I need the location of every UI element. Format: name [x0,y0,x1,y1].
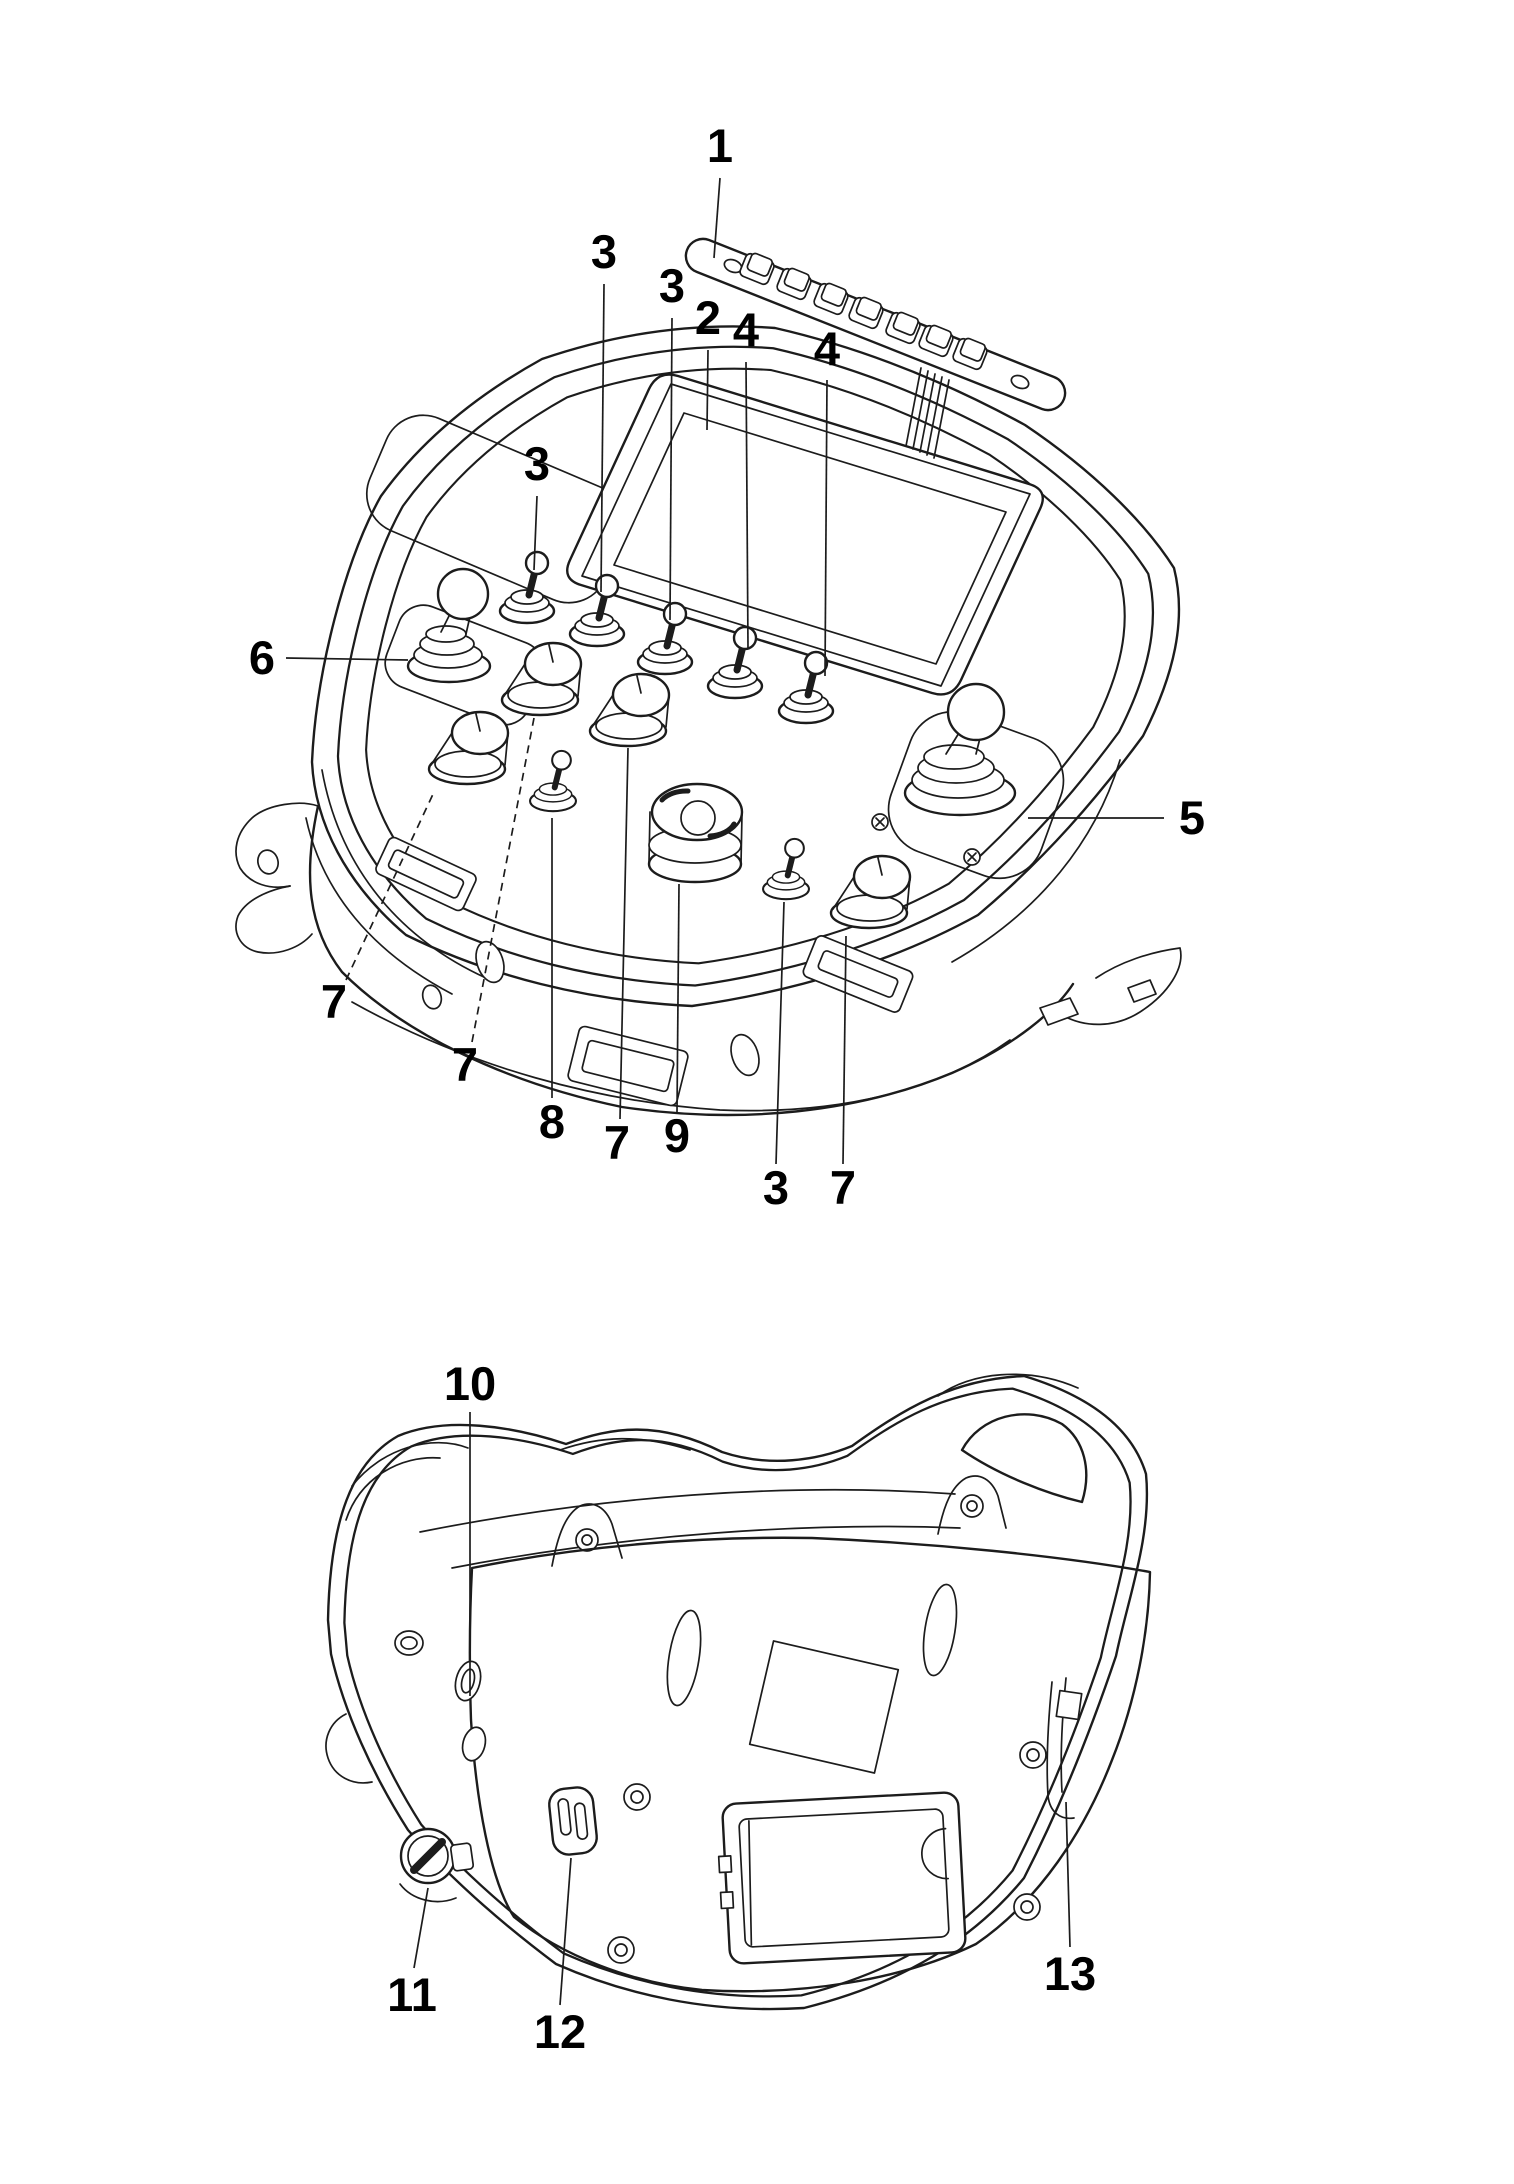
momentary-toggle-a [708,627,762,698]
finger-hole-right [726,1031,764,1079]
callout-number-left-joystick: 6 [248,631,276,684]
hump-contour-1 [352,1443,468,1486]
leader-line-latch-rail [1066,1802,1070,1947]
leader-line-left-joystick [286,658,408,660]
belt-bracket-bottom [567,1025,689,1106]
callout-number-rotary-knob-3: 7 [603,1116,631,1169]
battery-compartment [716,1792,966,1964]
mount-screw [964,849,980,865]
callout-number-rotary-knob-4: 7 [829,1161,857,1214]
cover-screw [1014,1894,1040,1920]
leader-line-display [707,350,708,430]
grip-contour-left-2 [306,818,452,994]
selector-shaft [681,801,715,835]
figure-top-view [236,119,1205,1214]
callout-number-toggle-switch-d: 3 [762,1161,790,1214]
ribbon-cable [906,368,949,458]
top-face-crease-2 [452,1527,960,1568]
callout-number-small-toggle-switch: 8 [538,1095,566,1148]
charging-connector [548,1786,599,1856]
joystick-ball [948,684,1004,740]
toggle-switch-c [500,552,554,623]
callout-number-rotary-selector: 9 [663,1109,691,1162]
joystick-ball [438,569,488,619]
callout-number-charging-connector: 12 [533,2005,587,2058]
small-lug [1040,998,1078,1025]
toggle-switch-d [763,839,809,899]
callout-number-toggle-switch-a: 3 [590,225,618,278]
cover-screw [624,1784,650,1810]
rotary-knob-4 [831,856,910,928]
rotary-knob-3 [590,674,669,746]
strap-thumb-screw [400,1829,474,1902]
small-toggle-switch [530,751,576,811]
callout-number-display: 2 [694,291,722,344]
left-ear-lower [236,886,312,953]
nameplate [750,1641,899,1773]
rotary-knob-1 [429,712,508,784]
callout-number-momentary-toggle-b: 4 [813,322,841,375]
callout-number-key-label-strip: 1 [706,119,734,172]
left-ear-upper [236,803,318,887]
vent-slot-left [662,1608,707,1708]
right-corner-lug [1062,948,1181,1024]
callout-number-rotary-knob-1: 7 [320,975,348,1028]
cable-gland [395,1631,489,1763]
leader-line-charging-connector [560,1858,571,2005]
callout-number-rotary-knob-2: 7 [451,1038,479,1091]
toggle-switch-a [570,575,624,646]
callout-number-toggle-switch-b: 3 [658,259,686,312]
hinge-tab-right [938,1476,1006,1534]
callout-number-latch-rail: 13 [1043,1947,1097,2000]
rotary-knob-2 [502,643,581,715]
callout-number-cable-gland: 10 [443,1357,497,1410]
leader-line-toggle-switch-d [776,902,784,1164]
vent-slot-right [918,1582,962,1678]
callout-number-toggle-switch-c: 3 [523,437,551,490]
left-ear-hole [255,848,281,876]
callout-number-strap-thumb-screw: 11 [387,1968,437,2021]
boss [459,1725,489,1763]
callout-number-momentary-toggle-a: 4 [732,303,760,356]
mount-screw [872,814,888,830]
right-lug-hole [1128,980,1156,1002]
handle-hole [962,1414,1086,1502]
figure-bottom-view [326,1357,1150,2058]
hinge-tab-left [552,1504,622,1566]
strap-lug-left [326,1714,372,1783]
strap-bracket-left [374,836,478,913]
leader-line-strap-thumb-screw [414,1888,428,1968]
toggle-switch-b [638,603,692,674]
latch-rail [1047,1678,1081,1818]
rotary-selector [649,784,742,882]
display [567,375,1043,695]
callout-number-right-joystick: 5 [1178,791,1206,844]
cover-screw [1020,1742,1046,1768]
cover-screw [608,1937,634,1963]
